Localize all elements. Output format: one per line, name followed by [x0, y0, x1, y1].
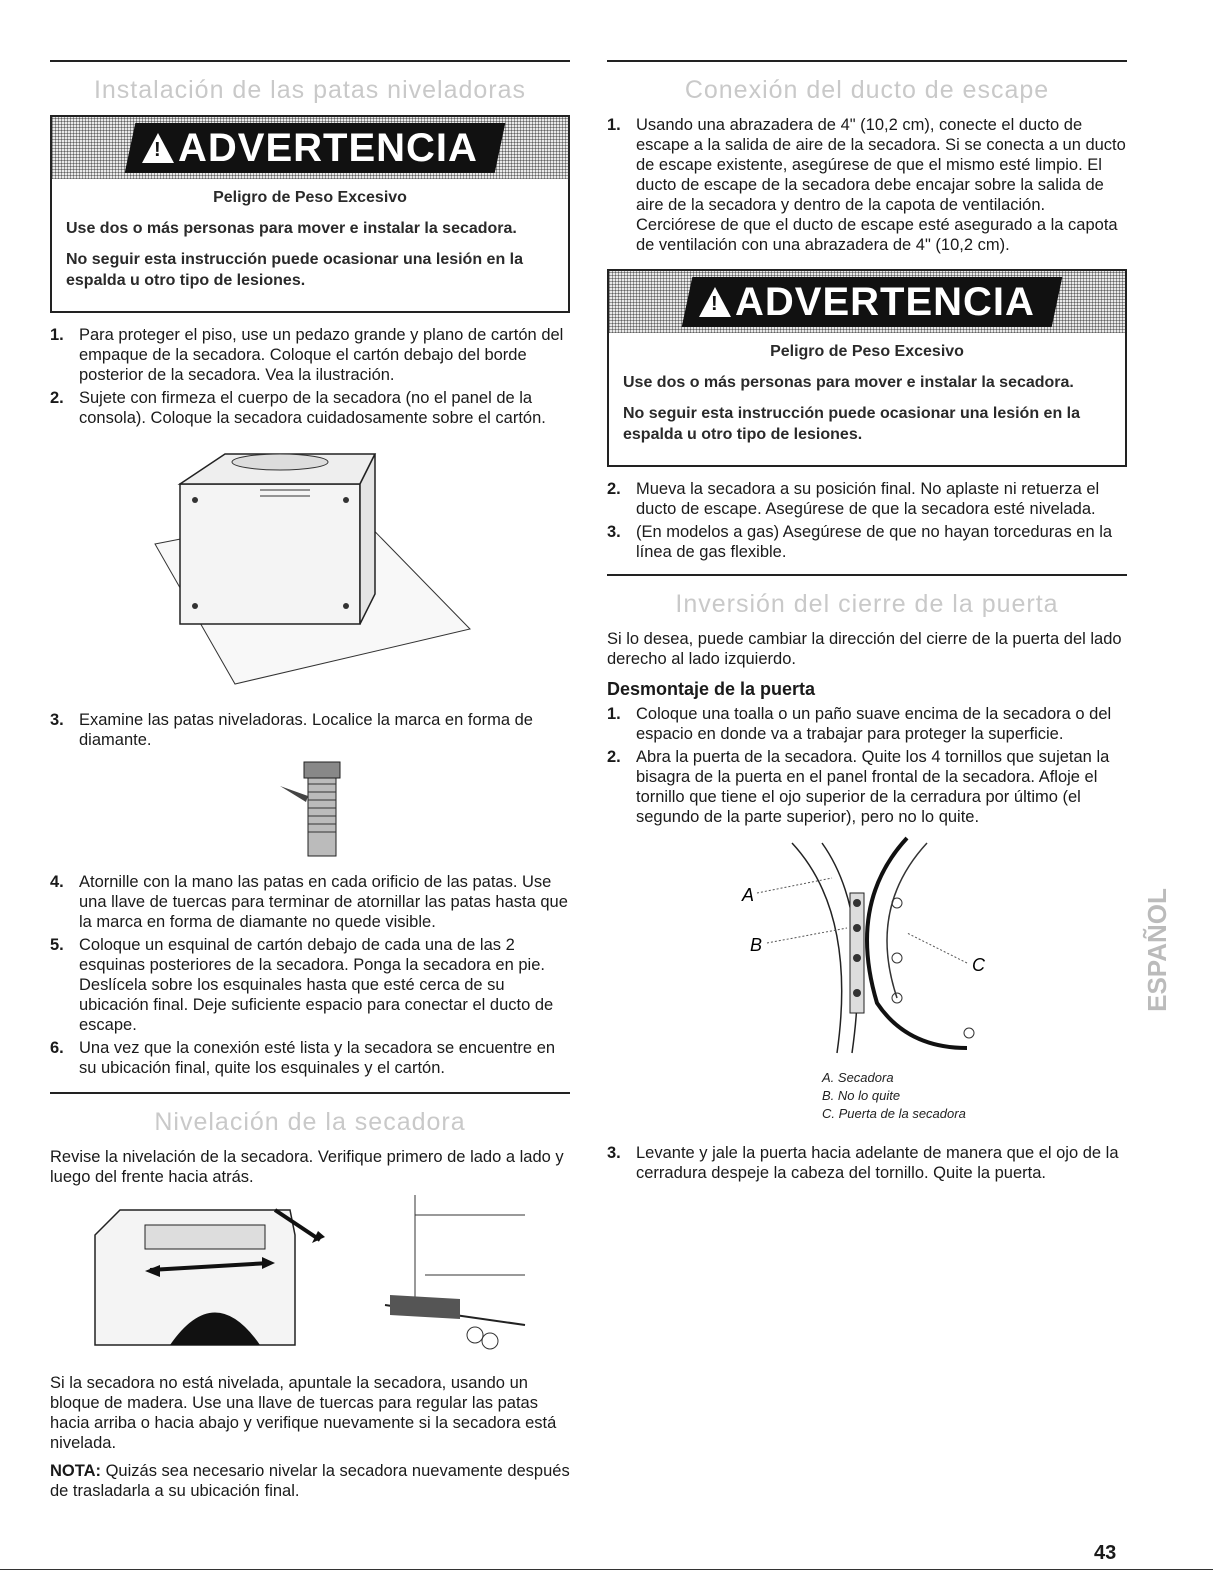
section-title-leveling: Nivelación de la secadora	[154, 1108, 466, 1136]
section-rule	[607, 574, 1127, 576]
figure-captions	[822, 1069, 1127, 1123]
page-number: 43	[1094, 1542, 1117, 1564]
warning-line: Use dos o más personas para mover e instalar la secadora.	[623, 374, 1074, 391]
list-item: 2. Sujete con firmeza el cuerpo de la secadora (no el panel de la consola). Coloque la secadora cuidadosamente sobre el cartón.	[50, 389, 546, 427]
bottom-rule	[0, 1569, 1213, 1570]
warning-title: !ADVERTENCIA	[699, 277, 1035, 327]
steps-list	[50, 872, 570, 1078]
section-rule	[607, 60, 1127, 62]
warning-triangle-icon	[699, 287, 731, 317]
warning-header	[609, 271, 1125, 333]
list-item: 2. Mueva la secadora a su posición final. No aplaste ni retuerza el ducto de escape. Asegúrese de que la secadora esté nivelada.	[607, 480, 1100, 518]
steps-list	[607, 1143, 1127, 1183]
caption: A. Secadora	[822, 1070, 894, 1085]
warning-line: No seguir esta instrucción puede ocasionar una lesión en la espalda u otro tipo de lesiones.	[66, 251, 524, 289]
right-column	[607, 60, 1127, 1186]
section-title-door-reversal: Inversión del cierre de la puerta	[675, 590, 1059, 618]
steps-list	[50, 710, 570, 750]
steps-list	[607, 704, 1127, 827]
caption: C. Puerta de la secadora	[822, 1106, 966, 1121]
steps-list	[607, 479, 1127, 562]
warning-line: No seguir esta instrucción puede ocasionar una lesión en la espalda u otro tipo de lesiones.	[623, 405, 1081, 443]
figure-label-a: A	[742, 885, 755, 905]
steps-list	[50, 325, 570, 428]
figure-label-c: C	[972, 955, 985, 975]
warning-box	[607, 269, 1127, 467]
leveling-illustration	[50, 1195, 570, 1367]
section-title-exhaust: Conexión del ducto de escape	[684, 76, 1050, 104]
subheading: Desmontaje de la puerta	[607, 679, 816, 699]
list-item: 3. Levante y jale la puerta hacia adelante de manera que el ojo de la cerradura despeje la cabeza del tornillo. Quite la puerta.	[607, 1144, 1119, 1182]
warning-body	[609, 333, 1125, 465]
paragraph: Si lo desea, puede cambiar la dirección del cierre de la puerta del lado derecho al lado izquierdo.	[607, 630, 1122, 668]
list-item: 1. Para proteger el piso, use un pedazo grande y plano de cartón del empaque de la secadora. Coloque el cartón debajo del borde posterior de la secadora. Vea la ilustración.	[50, 326, 564, 384]
paragraph: Si la secadora no está nivelada, apuntale la secadora, usando un bloque de madera. Use una llave de tuercas para regular las patas hacia arriba o hacia abajo y verifique nuevamente si la secadora está nivelada.	[50, 1374, 557, 1452]
language-side-tab	[1142, 820, 1181, 1080]
list-item: 1. Usando una abrazadera de 4" (10,2 cm), conecte el ducto de escape a la salida de aire de la secadora. Si se conecta a un ducto de escape existente, asegúrese de que el mismo esté limpio. El ducto de escape de la secadora debe encajar sobre la salida de aire de la secadora y dentro de la capota de ventilación. Cerciórese de que el ducto de escape esté asegurado a la capota de ventilación con una abrazadera de 4" (10,2 cm).	[607, 116, 1126, 254]
warning-header	[52, 117, 568, 179]
list-item: 3. (En modelos a gas) Asegúrese de que no hayan torceduras en la línea de gas flexible.	[607, 523, 1113, 561]
svg-text:ESPAÑOL: ESPAÑOL	[1142, 888, 1172, 1012]
steps-list	[607, 115, 1127, 255]
left-column	[50, 60, 570, 1509]
section-rule	[50, 1092, 570, 1094]
list-item: 3. Examine las patas niveladoras. Localice la marca en forma de diamante.	[50, 711, 533, 749]
warning-body	[52, 179, 568, 311]
dryer-on-carton-illustration	[50, 434, 570, 704]
caption: B. No lo quite	[822, 1088, 901, 1103]
list-item: 4. Atornille con la mano las patas en cada orificio de las patas. Use una llave de tuercas para terminar de atornillar las patas hasta que la marca en forma de diamante no quede visible.	[50, 873, 568, 931]
warning-box	[50, 115, 570, 313]
section-title-leveling-legs: Instalación de las patas niveladoras	[93, 76, 527, 104]
list-item: 5. Coloque un esquinal de cartón debajo de cada una de las 2 esquinas posteriores de la secadora. Ponga la secadora en pie. Deslícela sobre los esquinales hasta que esté cerca de su ubicación final. Deje suficiente espacio para conectar el ducto de escape.	[50, 936, 554, 1034]
warning-triangle-icon	[142, 133, 174, 163]
list-item: 2. Abra la puerta de la secadora. Quite los 4 tornillos que sujetan la bisagra de la puerta en el panel frontal de la secadora. Afloje el tornillo que tiene el ojo superior de la cerradura por último (el segundo de la parte superior), pero no lo quite.	[607, 748, 1110, 826]
list-item: 1. Coloque una toalla o un paño suave encima de la secadora o del espacio en donde va a trabajar para proteger la superficie.	[607, 705, 1112, 743]
warning-title: !ADVERTENCIA	[142, 123, 478, 173]
section-rule	[50, 60, 570, 62]
paragraph: Revise la nivelación de la secadora. Verifique primero de lado a lado y luego del frente hacia atrás.	[50, 1148, 564, 1186]
warning-line: Use dos o más personas para mover e instalar la secadora.	[66, 220, 517, 237]
warning-subtitle: Peligro de Peso Excesivo	[213, 189, 407, 206]
figure-label-b: B	[750, 935, 763, 955]
note-paragraph: NOTA: Quizás sea necesario nivelar la secadora nuevamente después de trasladarla a su ubicación final.	[50, 1462, 570, 1500]
warning-subtitle: Peligro de Peso Excesivo	[770, 343, 964, 360]
list-item: 6. Una vez que la conexión esté lista y la secadora se encuentre en su ubicación final, quite los esquinales y el cartón.	[50, 1039, 556, 1077]
door-hinge-illustration	[607, 833, 1127, 1063]
leveling-leg-illustration	[50, 756, 570, 866]
